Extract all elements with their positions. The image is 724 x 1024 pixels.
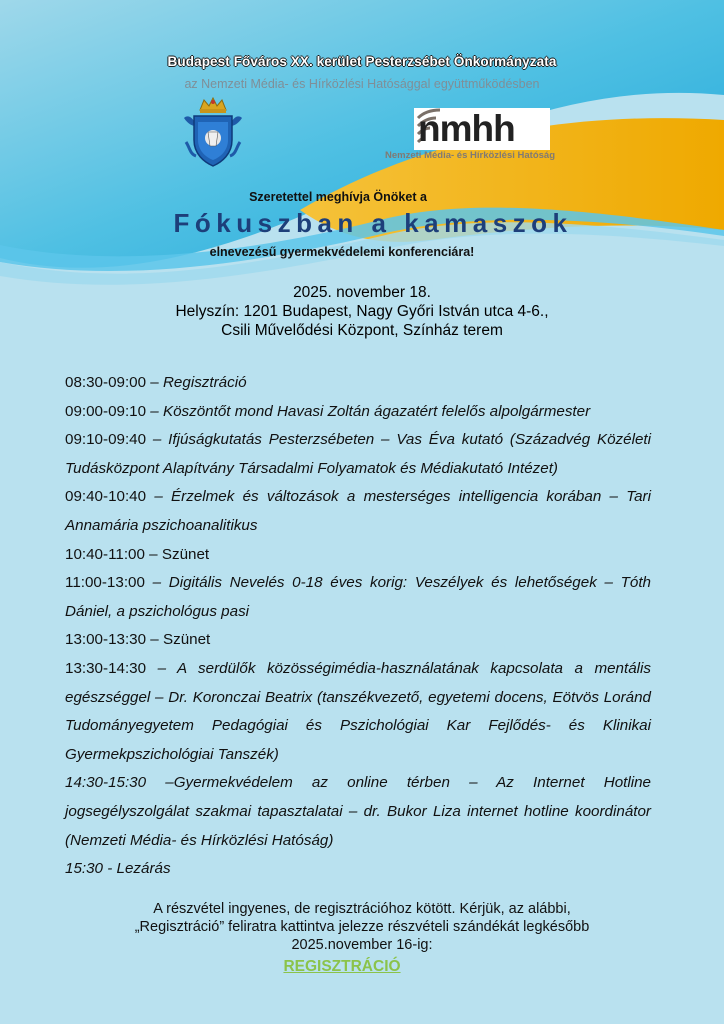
program-description: Szünet <box>162 631 211 649</box>
registration-note-line2: „Regisztráció” feliratra kattintva jelezze részvételi szándékát legkésőbb <box>134 919 590 935</box>
program-description: Szünet <box>161 545 210 563</box>
registration-note-line1: A részvétel ingyenes, de regisztrációhoz kötött. Kérjük, az alábbi, <box>153 901 571 917</box>
program-separator: – <box>144 545 162 563</box>
program-separator: - <box>103 860 117 878</box>
program-description: A serdülők közösségimédia-használatának kapcsolata a mentális egészséggel – Dr. Koronczai Beatrix (tanszékvezető, egyetemi docens, Eötvös Loránd Tudományegyetem Pedagógiai és Pszichológiai Kar Fejlődés- és Klinikai Gyermekpszichológiai Tanszék) <box>65 659 651 763</box>
program-time: 14:30-15:30 <box>65 774 147 792</box>
program-separator: – <box>146 402 163 420</box>
program-time: 13:30-14:30 <box>65 659 147 677</box>
program-item <box>65 855 651 884</box>
program-time: 13:00-13:30 <box>65 631 147 649</box>
nmhh-full-name: Nemzeti Média- és Hírközlési Hatóság <box>385 150 555 161</box>
program-description: Köszöntőt mond Havasi Zoltán ágazatért felelős alpolgármester <box>162 402 591 420</box>
organizer-subtitle: az Nemzeti Média- és Hírközlési Hatósággal együttműködésben <box>184 77 540 91</box>
program-time: 15:30 <box>65 860 104 878</box>
program-time: 10:40-11:00 <box>65 545 145 563</box>
coat-of-arms-icon <box>178 96 248 168</box>
program-separator: – <box>146 631 163 649</box>
program-time: 09:10-09:40 <box>65 431 147 449</box>
organizer-title: Budapest Főváros XX. kerület Pesterzsébet Önkormányzata <box>167 54 557 69</box>
registration-note-line3: 2025.november 16-ig: <box>291 937 433 953</box>
event-info <box>0 283 724 340</box>
program-separator: – <box>146 431 169 449</box>
program-time: 08:30-09:00 <box>65 374 147 391</box>
program-item <box>65 769 651 855</box>
program-description: Lezárás <box>116 860 171 878</box>
event-location-line2: Csili Művelődési Központ, Színház terem <box>221 322 503 339</box>
program-description: Regisztráció <box>162 374 247 391</box>
program-separator: – <box>146 374 163 391</box>
program-item <box>65 398 651 427</box>
program-separator: – <box>146 774 174 792</box>
event-location-line1: Helyszín: 1201 Budapest, Nagy Győri István utca 4-6., <box>175 303 549 320</box>
program-time: 09:00-09:10 <box>65 402 147 420</box>
program-separator: – <box>144 574 169 592</box>
registration-note <box>0 900 724 954</box>
program-separator: – <box>146 488 172 506</box>
program-item <box>65 483 651 540</box>
program-item <box>65 655 651 769</box>
program-time: 11:00-13:00 <box>65 574 145 592</box>
program-description: Ifjúságkutatás Pesterzsébeten – Vas Éva kutató (Századvég Közéleti Tudásközpont Alapítvány Társadalmi Folyamatok és Médiakutató Intézet) <box>65 431 651 477</box>
program-description: Digitális Nevelés 0-18 éves korig: Veszélyek és lehetőségek – Tóth Dániel, a pszichológus pasi <box>65 574 651 620</box>
program-item <box>65 569 651 626</box>
program-item <box>65 626 651 655</box>
program-item <box>65 426 651 483</box>
invitation-intro: Szeretettel meghívja Önöket a <box>249 190 427 204</box>
program-description: Gyermekvédelem az online térben – Az Internet Hotline jogsegélyszolgálat szakmai tapasztalatai – dr. Bukor Liza internet hotline koordinátor (Nemzeti Média- és Hírközlési Hatóság) <box>65 774 651 849</box>
program-item <box>65 541 651 570</box>
program-item <box>65 369 651 398</box>
conference-title: Fókuszban a kamaszok <box>173 208 573 238</box>
program-list <box>65 369 651 884</box>
registration-link[interactable]: REGISZTRÁCIÓ <box>283 958 401 975</box>
program-time: 09:40-10:40 <box>65 488 147 506</box>
event-date: 2025. november 18. <box>293 284 431 301</box>
program-separator: – <box>146 659 177 677</box>
nmhh-logo-text: nmhh <box>418 108 515 149</box>
conference-subtitle: elnevezésű gyermekvédelemi konferenciára! <box>209 245 475 259</box>
program-description: Érzelmek és változások a mesterséges intelligencia korában – Tari Annamária pszichoanalitikus <box>65 488 651 534</box>
